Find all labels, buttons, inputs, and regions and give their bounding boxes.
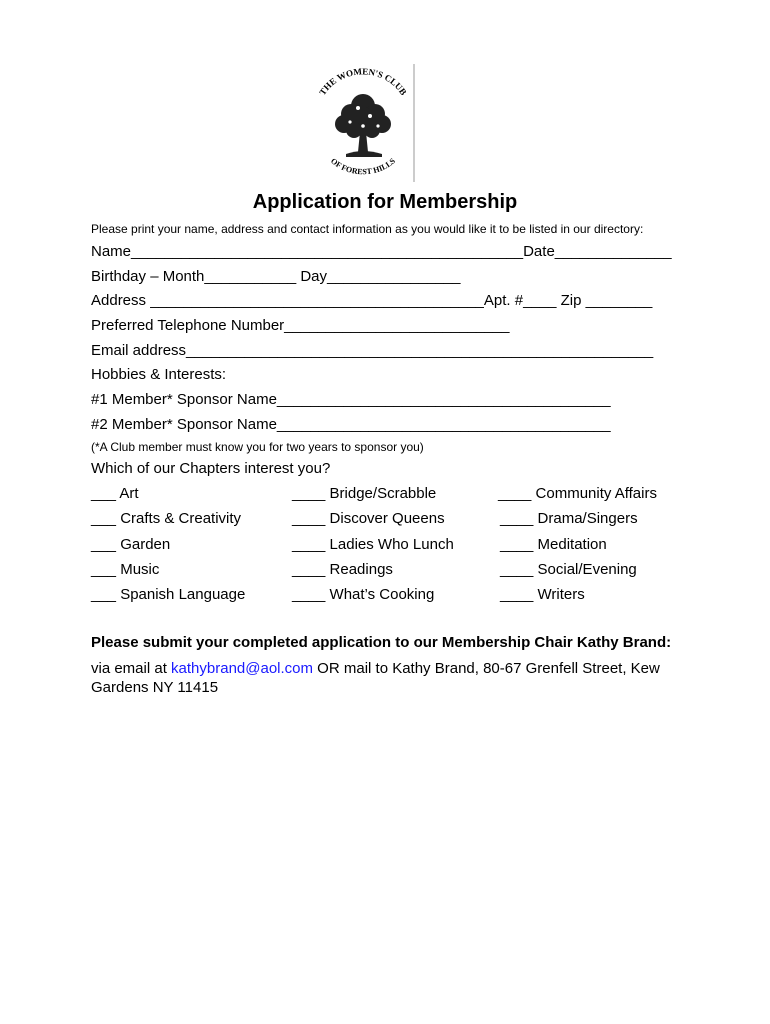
chapter-option[interactable]: ____ Readings <box>292 561 393 578</box>
logo-arc-top: THE WOMEN'S CLUB <box>317 66 409 97</box>
hobbies-label: Hobbies & Interests: <box>91 366 227 383</box>
chapter-option[interactable]: ____ Social/Evening <box>500 561 637 578</box>
submit-heading: Please submit your completed application to our Membership Chair Kathy Brand: <box>91 634 672 651</box>
chapter-option[interactable]: ____ Bridge/Scrabble <box>292 485 437 502</box>
chapter-option[interactable]: ____ What’s Cooking <box>292 586 435 603</box>
club-logo <box>308 62 418 184</box>
page-title: Application for Membership <box>252 191 518 213</box>
submit-suffix: OR mail to Kathy Brand, 80-67 Grenfell Street, Kew Gardens NY 11415 <box>91 660 660 696</box>
name-date-field[interactable]: Name_______________________________________________Date______________ <box>91 243 672 260</box>
submit-instructions <box>91 659 681 697</box>
address-field[interactable]: Address ________________________________________Apt. #____ Zip ________ <box>91 292 653 309</box>
sponsor-note: (*A Club member must know you for two years to sponsor you) <box>91 440 424 454</box>
chapter-option[interactable]: ___ Crafts & Creativity <box>91 510 242 527</box>
chapter-option[interactable]: ____ Writers <box>500 586 585 603</box>
chapter-option[interactable]: ___ Garden <box>91 536 171 553</box>
logo-arc-bottom: OF FOREST HILLS <box>328 156 397 177</box>
chapter-option[interactable]: ___ Art <box>91 485 139 502</box>
intro-text: Please print your name, address and contact information as you would like it to be listed in our directory: <box>91 222 644 236</box>
svg-text:OF FOREST HILLS <box>329 156 397 176</box>
phone-field[interactable]: Preferred Telephone Number___________________________ <box>91 317 510 334</box>
chapter-option[interactable]: ____ Drama/Singers <box>500 510 638 527</box>
chapter-option[interactable]: ___ Music <box>91 561 160 578</box>
sponsor2-field[interactable]: #2 Member* Sponsor Name________________________________________ <box>91 416 611 433</box>
chapters-question: Which of our Chapters interest you? <box>91 460 331 477</box>
chapter-option[interactable]: ____ Community Affairs <box>498 485 657 502</box>
tree-logo-icon <box>308 62 418 184</box>
email-field[interactable]: Email address________________________________________________________ <box>91 342 654 359</box>
chapter-option[interactable]: ____ Ladies Who Lunch <box>292 536 454 553</box>
chapter-option[interactable]: ____ Discover Queens <box>292 510 445 527</box>
email-link[interactable]: kathybrand@aol.com <box>171 660 314 677</box>
svg-text:THE WOMEN'S CLUB <box>317 66 408 97</box>
chapter-option[interactable]: ____ Meditation <box>500 536 607 553</box>
chapter-option[interactable]: ___ Spanish Language <box>91 586 246 603</box>
submit-prefix: via email at <box>91 660 172 677</box>
birthday-field[interactable]: Birthday – Month___________ Day________________ <box>91 268 461 285</box>
sponsor1-field[interactable]: #1 Member* Sponsor Name________________________________________ <box>91 391 611 408</box>
